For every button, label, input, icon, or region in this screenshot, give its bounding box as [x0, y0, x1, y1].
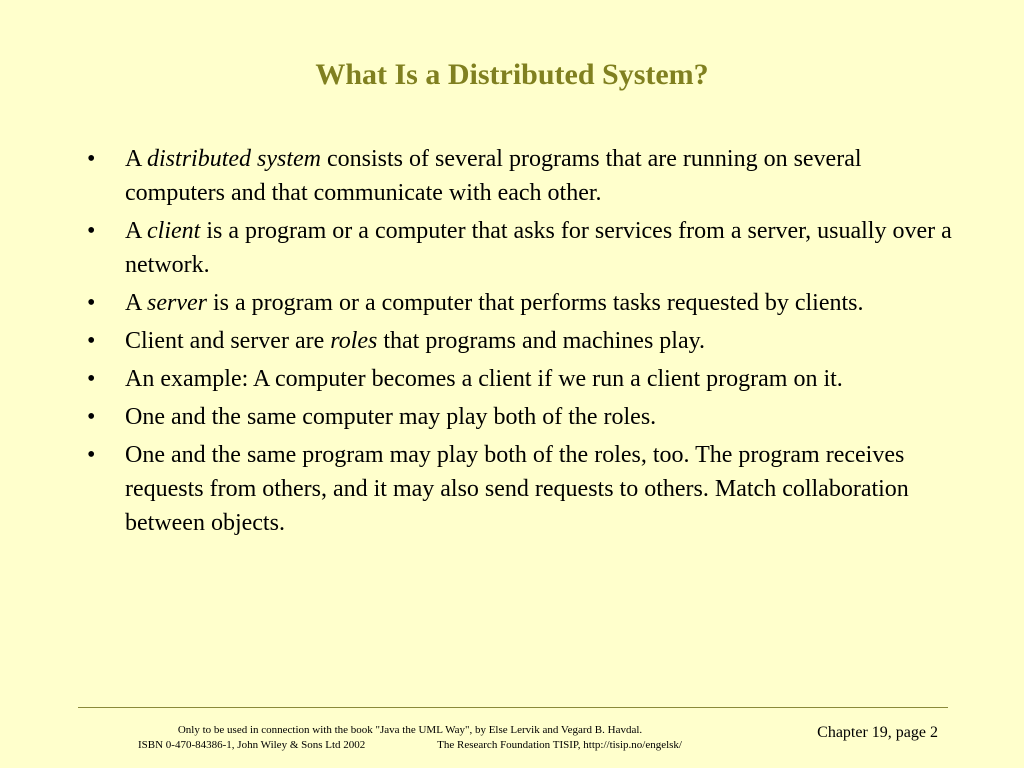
footer-line-2 — [130, 738, 690, 753]
bullet-item — [84, 362, 954, 396]
footer-divider — [78, 707, 948, 708]
bullet-item — [84, 438, 954, 540]
bullet-glyph: • — [87, 328, 96, 354]
bullet-list — [84, 142, 954, 544]
bullet-text: One and the same computer may play both of the roles. — [125, 404, 657, 430]
footer-isbn: ISBN 0-470-84386-1, John Wiley & Sons Ltd 2002 — [138, 739, 366, 751]
bullet-glyph: • — [87, 218, 96, 244]
bullet-glyph: • — [87, 290, 96, 316]
bullet-text: Client and server are — [125, 328, 331, 354]
bullet-text: consists of several programs that are running on several computers and that communicate with each other. — [125, 146, 862, 206]
bullet-item — [84, 400, 954, 434]
bullet-item — [84, 286, 954, 320]
bullet-emphasis: roles — [330, 328, 378, 354]
bullet-glyph: • — [87, 442, 96, 468]
bullet-text: A — [125, 290, 148, 316]
bullet-glyph: • — [87, 146, 96, 172]
page-number: Chapter 19, page 2 — [817, 724, 938, 741]
footer-foundation: The Research Foundation TISIP, http://tisip.no/engelsk/ — [437, 739, 682, 751]
bullet-text: is a program or a computer that asks for services from a server, usually over a network. — [125, 218, 952, 278]
bullet-text: A — [125, 218, 148, 244]
bullet-text: One and the same program may play both of the roles, too. The program receives requests from others, and it may also send requests to others. Match collaboration between objects. — [125, 442, 909, 536]
bullet-text: A — [125, 146, 148, 172]
bullet-item — [84, 324, 954, 358]
bullet-emphasis: distributed system — [147, 146, 322, 172]
bullet-text: that programs and machines play. — [377, 328, 706, 354]
footer-notice — [130, 723, 690, 753]
bullet-text: An example: A computer becomes a client if we run a client program on it. — [125, 366, 843, 392]
bullet-glyph: • — [87, 366, 96, 392]
bullet-glyph: • — [87, 404, 96, 430]
bullet-text: is a program or a computer that performs tasks requested by clients. — [207, 290, 864, 316]
bullet-item — [84, 142, 954, 210]
slide-title: What Is a Distributed System? — [315, 58, 709, 91]
bullet-item — [84, 214, 954, 282]
bullet-emphasis: client — [147, 218, 201, 244]
bullet-emphasis: server — [147, 290, 207, 316]
footer-line-1: Only to be used in connection with the book "Java the UML Way", by Else Lervik and Vegard B. Havdal. — [177, 724, 643, 736]
